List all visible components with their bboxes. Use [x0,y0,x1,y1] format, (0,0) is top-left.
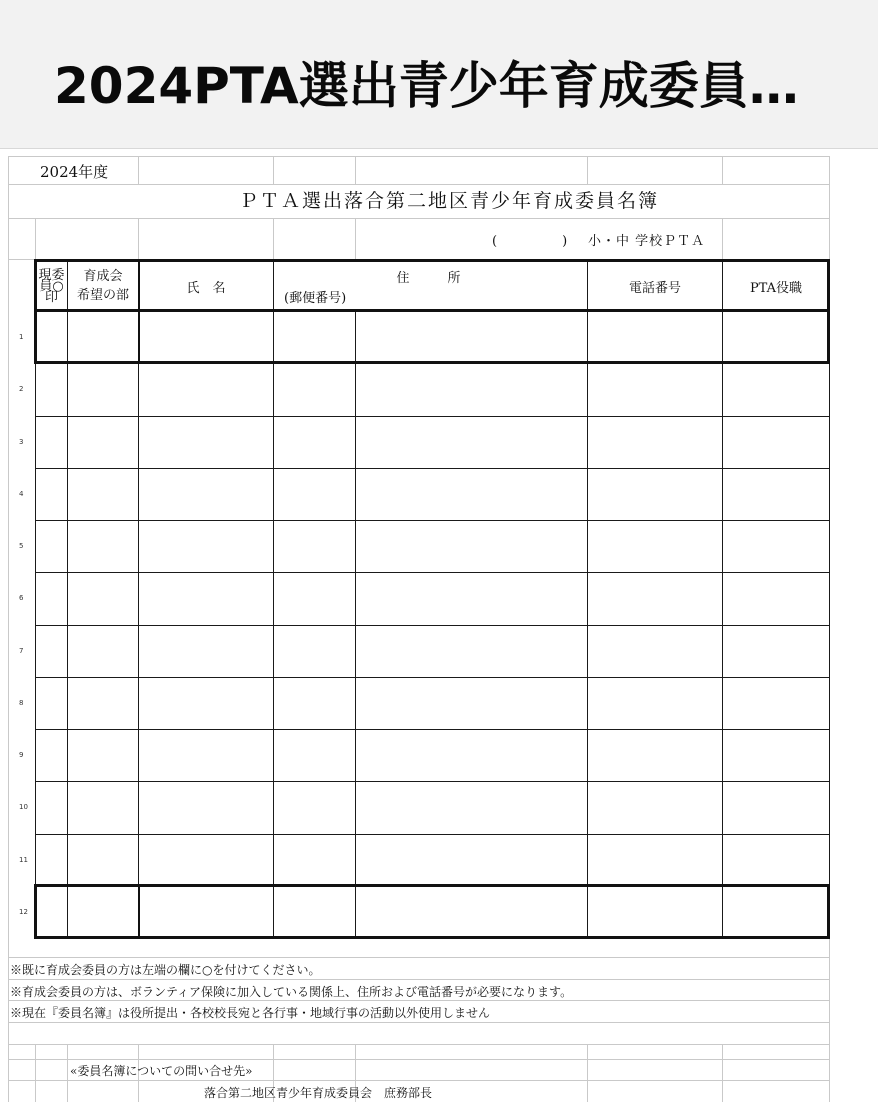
cell-address[interactable] [356,886,588,938]
col-phone: 電話番号 [588,261,723,312]
cell-pta-role[interactable] [723,730,830,782]
cell-desired-dept[interactable] [68,886,139,938]
cell-phone[interactable] [588,312,723,364]
cell-phone[interactable] [588,677,723,729]
cell-current-member[interactable] [36,468,68,520]
table-row [36,416,830,468]
cell-pta-role[interactable] [723,364,830,416]
cell-phone[interactable] [588,364,723,416]
row-number: 10 [19,803,28,812]
table-row [36,364,830,416]
name-col-divider-header [138,259,140,364]
cell-name[interactable] [139,468,274,520]
row-number: 12 [19,907,28,916]
col-name: 氏 名 [139,261,274,312]
cell-pta-role[interactable] [723,312,830,364]
cell-name[interactable] [139,834,274,886]
cell-name[interactable] [139,521,274,573]
cell-address[interactable] [356,416,588,468]
cell-phone[interactable] [588,416,723,468]
table-row [36,886,830,938]
post-title: 2024PTA選出青少年育成委員… [54,57,799,115]
cell-name[interactable] [139,782,274,834]
contact-organization: 落合第二地区青少年育成委員会 庶務部長 [204,1086,433,1100]
col-pta-role: PTA役職 [723,261,830,312]
table-row [36,573,830,625]
cell-address[interactable] [356,364,588,416]
col-postal-label: (郵便番号) [284,291,347,306]
post-header [0,0,878,149]
row-number: 6 [19,594,24,603]
table-row [36,782,830,834]
cell-phone[interactable] [588,625,723,677]
fiscal-year-label: 2024年度 [40,163,109,181]
cell-name[interactable] [139,625,274,677]
cell-postal-code[interactable] [274,677,356,729]
note-insurance: ※育成会委員の方は、ボランティア保険に加入している関係上、住所および電話番号が必要になります。 [10,985,573,999]
cell-postal-code[interactable] [274,364,356,416]
cell-pta-role[interactable] [723,677,830,729]
cell-pta-role[interactable] [723,886,830,938]
cell-address[interactable] [356,521,588,573]
cell-postal-code[interactable] [274,782,356,834]
cell-postal-code[interactable] [274,573,356,625]
col-address [274,261,588,312]
row-number: 9 [19,751,24,760]
cell-current-member[interactable] [36,886,68,938]
row-number: 3 [19,437,24,446]
cell-postal-code[interactable] [274,730,356,782]
school-name-blank[interactable]: ( ) [492,234,568,249]
note-existing-member: ※既に育成会委員の方は左端の欄に○を付けてください。 [10,963,321,977]
cell-address[interactable] [356,312,588,364]
cell-name[interactable] [139,730,274,782]
cell-pta-role[interactable] [723,834,830,886]
cell-pta-role[interactable] [723,625,830,677]
contact-heading: «委員名簿についての問い合せ先» [70,1064,253,1078]
row-number: 2 [19,385,24,394]
cell-desired-dept[interactable] [68,625,139,677]
table-row [36,312,830,364]
col-desired-dept-line1: 育成会 [83,269,123,284]
cell-desired-dept[interactable] [68,468,139,520]
school-type-label: 小・中 学校ＰＴＡ [588,234,706,249]
cell-current-member[interactable] [36,312,68,364]
cell-pta-role[interactable] [723,782,830,834]
row-number: 8 [19,698,24,707]
table-row [36,834,830,886]
cell-address[interactable] [356,730,588,782]
cell-desired-dept[interactable] [68,782,139,834]
cell-desired-dept[interactable] [68,677,139,729]
cell-address[interactable] [356,782,588,834]
cell-desired-dept[interactable] [68,730,139,782]
cell-phone[interactable] [588,834,723,886]
cell-desired-dept[interactable] [68,364,139,416]
cell-address[interactable] [356,834,588,886]
cell-postal-code[interactable] [274,468,356,520]
cell-desired-dept[interactable] [68,573,139,625]
roster-body [36,312,830,939]
cell-pta-role[interactable] [723,521,830,573]
table-header-row [36,261,830,312]
table-row [36,677,830,729]
member-roster-table [35,260,830,939]
cell-current-member[interactable] [36,730,68,782]
cell-current-member[interactable] [36,416,68,468]
cell-phone[interactable] [588,521,723,573]
cell-name[interactable] [139,364,274,416]
col-current-member-line3: 印 [44,289,58,305]
cell-address[interactable] [356,468,588,520]
cell-name[interactable] [139,416,274,468]
cell-current-member[interactable] [36,573,68,625]
cell-postal-code[interactable] [274,521,356,573]
col-address-label: 住 所 [396,271,465,286]
cell-postal-code[interactable] [274,416,356,468]
cell-desired-dept[interactable] [68,521,139,573]
cell-name[interactable] [139,573,274,625]
cell-postal-code[interactable] [274,886,356,938]
cell-current-member[interactable] [36,625,68,677]
cell-address[interactable] [356,573,588,625]
cell-phone[interactable] [588,468,723,520]
cell-address[interactable] [356,625,588,677]
note-usage: ※現在『委員名簿』は役所提出・各校校長宛と各行事・地域行事の活動以外使用しません [10,1006,491,1020]
col-current-member [36,261,68,312]
table-row [36,468,830,520]
cell-current-member[interactable] [36,834,68,886]
table-row [36,625,830,677]
cell-postal-code[interactable] [274,834,356,886]
cell-phone[interactable] [588,782,723,834]
form-title: ＰＴＡ選出落合第二地区青少年育成委員名簿 [238,190,659,212]
cell-postal-code[interactable] [274,625,356,677]
row-number: 7 [19,646,24,655]
table-row [36,521,830,573]
col-desired-dept [68,261,139,312]
cell-current-member[interactable] [36,677,68,729]
col-current-member-line2: 員○ [39,278,64,294]
cell-pta-role[interactable] [723,573,830,625]
row-number: 1 [19,333,24,342]
cell-phone[interactable] [588,730,723,782]
cell-address[interactable] [356,677,588,729]
row-number: 5 [19,542,24,551]
cell-pta-role[interactable] [723,468,830,520]
cell-name[interactable] [139,312,274,364]
cell-current-member[interactable] [36,782,68,834]
col-desired-dept-line2: 希望の部 [76,288,129,303]
cell-desired-dept[interactable] [68,834,139,886]
name-col-divider-last [138,884,140,939]
col-current-member-line1: 現委 [38,267,65,283]
cell-phone[interactable] [588,573,723,625]
cell-pta-role[interactable] [723,416,830,468]
cell-desired-dept[interactable] [68,312,139,364]
cell-postal-code[interactable] [274,312,356,364]
row-number: 11 [19,855,28,864]
cell-current-member[interactable] [36,521,68,573]
cell-desired-dept[interactable] [68,416,139,468]
cell-name[interactable] [139,886,274,938]
cell-phone[interactable] [588,886,723,938]
table-row [36,730,830,782]
cell-name[interactable] [139,677,274,729]
cell-current-member[interactable] [36,364,68,416]
row-number: 4 [19,489,24,498]
